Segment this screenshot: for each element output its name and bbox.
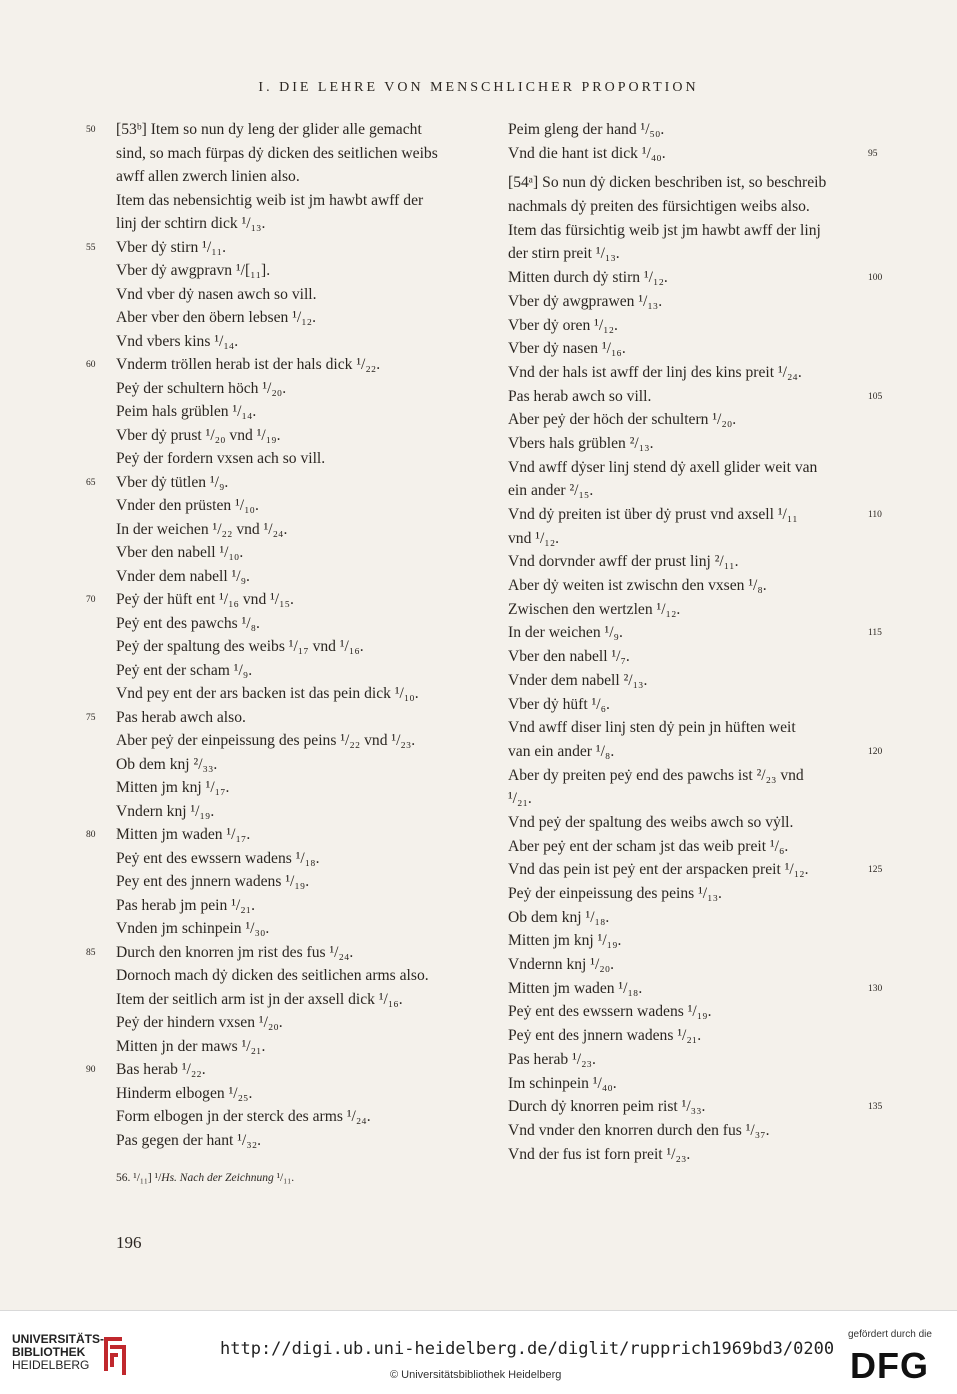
text-line — [86, 1058, 476, 1082]
text-line — [508, 906, 864, 930]
line-number: 60 — [86, 360, 96, 370]
text-line — [116, 283, 476, 307]
line-text: Mitten jm waden ¹/₁₇. — [116, 826, 251, 843]
text-line — [508, 716, 864, 740]
text-line — [116, 565, 476, 589]
line-text: Vber dẏ nasen ¹/₁₆. — [508, 340, 626, 358]
text-line — [116, 330, 476, 354]
line-text: Peim hals grüblen ¹/₁₄. — [116, 403, 257, 420]
line-text: Vber dẏ tütlen ¹/₉. — [116, 473, 229, 491]
line-text: der stirn preit ¹/₁₃. — [508, 245, 620, 263]
line-text: Ob dem knj ²/₃₃. — [116, 755, 218, 773]
text-line — [508, 669, 864, 693]
line-text: Vnden jm schinpein ¹/₃₀. — [116, 920, 270, 937]
line-number: 90 — [86, 1065, 96, 1075]
line-text: Vnd dorvnder awff der prust linj ²/₁₁. — [508, 553, 739, 571]
text-line — [116, 659, 476, 683]
text-line — [116, 189, 476, 213]
text-line — [508, 479, 864, 503]
line-number: 50 — [86, 125, 96, 135]
line-text: Mitten durch dẏ stirn ¹/₁₂. — [508, 269, 668, 287]
text-line — [508, 195, 864, 219]
text-line — [116, 729, 476, 753]
line-number: 105 — [868, 391, 883, 402]
line-text: Pas herab ¹/₂₃. — [508, 1050, 596, 1068]
text-line — [508, 740, 883, 764]
line-text: Vnd der hals ist awff der linj des kins preit ¹/₂₄. — [508, 363, 802, 381]
footnote-suffix: ¹/₁₁. — [273, 1172, 295, 1184]
text-line — [508, 858, 883, 882]
line-text: Aber dẏ weiten ist zwischn den vxsen ¹/₈. — [508, 577, 767, 595]
line-text: Vnd vnder den knorren durch den fus ¹/₃₇. — [508, 1121, 770, 1139]
funding-caption: gefördert durch die — [848, 1329, 932, 1340]
text-line — [86, 118, 476, 142]
text-line — [508, 290, 864, 314]
page-number: 196 — [116, 1233, 142, 1252]
text-line — [508, 550, 864, 574]
text-line — [508, 977, 883, 1001]
text-line — [116, 635, 476, 659]
text-line — [508, 361, 864, 385]
line-text: Vnd vber dẏ nasen awch so vill. — [116, 285, 317, 303]
text-line — [508, 1095, 883, 1119]
text-line — [86, 353, 476, 377]
line-text: Vnd awff diser linj sten dẏ pein jn hüften weit — [508, 719, 796, 737]
text-line — [508, 929, 864, 953]
line-text: Durch den knorren jm rist des fus ¹/₂₄. — [116, 943, 354, 961]
line-text: Pas herab awch also. — [116, 708, 246, 726]
text-line — [508, 953, 864, 977]
line-text: Aber peẏ ent der scham jst das weib preit ¹/₆. — [508, 837, 789, 855]
footnote — [116, 1172, 294, 1184]
line-text: Peim gleng der hand ¹/₅₀. — [508, 121, 665, 138]
line-text: Vber dẏ stirn ¹/₁₁. — [116, 238, 226, 256]
text-line — [116, 870, 476, 894]
text-line — [116, 753, 476, 777]
text-line — [86, 236, 476, 260]
line-text: Peẏ der schultern höch ¹/₂₀. — [116, 379, 287, 397]
line-text: Vnd awff dẏser linj stend dẏ axell glider weit van — [508, 458, 818, 476]
line-text: Mitten jm waden ¹/₁₈. — [508, 979, 643, 997]
line-number: 80 — [86, 830, 96, 840]
line-text: Im schinpein ¹/₄₀. — [508, 1074, 617, 1092]
text-line — [508, 266, 883, 290]
line-text: linj der schtirn dick ¹/₁₃. — [116, 215, 266, 232]
line-text: Pas herab awch so vill. — [508, 387, 652, 405]
text-line — [508, 787, 864, 811]
line-text: Peẏ der hüft ent ¹/₁₆ vnd ¹/₁₅. — [116, 591, 294, 608]
line-text: [53ᵇ] Item so nun dy leng der glider alle gemacht — [116, 121, 422, 138]
text-line — [508, 118, 864, 142]
line-text: Vnd peẏ der spaltung des weibs awch so vẏll. — [508, 813, 794, 831]
line-text: Mitten jn der maws ¹/₂₁. — [116, 1037, 266, 1055]
line-text: Vber dẏ oren ¹/₁₂. — [508, 316, 618, 334]
line-text: Vber dẏ awgprawen ¹/₁₃. — [508, 292, 663, 310]
text-line — [116, 541, 476, 565]
line-text: ¹/₂₁. — [508, 790, 532, 808]
line-text: nachmals dẏ preiten des fürsichtigen weibs also. — [508, 198, 810, 216]
running-head: I. DIE LEHRE VON MENSCHLICHER PROPORTION — [258, 80, 699, 95]
line-text: Vnderm tröllen herab ist der hals dick ¹/₂₂. — [116, 356, 381, 373]
text-line — [508, 811, 864, 835]
line-number: 130 — [868, 983, 883, 994]
text-line — [116, 142, 476, 166]
copyright-notice: © Universitätsbibliothek Heidelberg — [390, 1369, 562, 1381]
line-text: Pey ent des jnnern wadens ¹/₁₉. — [116, 873, 310, 890]
line-text: Dornoch mach dẏ dicken des seitlichen arms also. — [116, 967, 429, 984]
line-text: Durch dẏ knorren peim rist ¹/₃₃. — [508, 1098, 706, 1116]
line-text: Zwischen den wertzlen ¹/₁₂. — [508, 600, 681, 618]
line-number: 115 — [868, 628, 882, 639]
text-line — [116, 1011, 476, 1035]
line-text: Vber den nabell ¹/₇. — [508, 648, 630, 666]
line-text: Aber peẏ der höch der schultern ¹/₂₀. — [508, 411, 737, 429]
line-text: Pas gegen der hant ¹/₃₂. — [116, 1131, 262, 1149]
text-line — [116, 306, 476, 330]
footer-bar — [0, 1310, 957, 1394]
line-text: In der weichen ¹/₂₂ vnd ¹/₂₄. — [116, 520, 288, 538]
dfg-logo[interactable]: DFG — [850, 1345, 929, 1386]
footnote-italic: Hs. Nach der Zeichnung — [161, 1172, 274, 1184]
text-line — [86, 706, 476, 730]
line-text: Peẏ ent des ewssern wadens ¹/₁₈. — [116, 849, 320, 867]
line-text: Mitten jm knj ¹/₁₇. — [116, 779, 230, 796]
line-text: awff allen zwerch linien also. — [116, 168, 300, 185]
line-text: Hinderm elbogen ¹/₂₅. — [116, 1084, 253, 1102]
text-line — [508, 1072, 864, 1096]
line-text: Vnd pey ent der ars backen ist das pein dick ¹/₁₀. — [116, 685, 419, 702]
text-line — [116, 800, 476, 824]
text-line — [508, 574, 864, 598]
line-text: Vber den nabell ¹/₁₀. — [116, 544, 244, 561]
text-line — [508, 621, 882, 645]
line-text: van ein ander ¹/₈. — [508, 742, 615, 760]
text-line — [116, 165, 476, 189]
line-text: Vnder dem nabell ¹/₉. — [116, 567, 250, 585]
text-line — [116, 447, 476, 471]
text-line — [116, 400, 476, 424]
line-text: Peẏ ent des jnnern wadens ¹/₂₁. — [508, 1027, 702, 1045]
text-line — [508, 882, 864, 906]
line-text: Vnd das pein ist peẏ ent der arspacken preit ¹/₁₂. — [508, 861, 809, 879]
line-text: Peẏ ent des pawchs ¹/₈. — [116, 614, 260, 632]
library-logo-icon — [100, 1331, 130, 1377]
line-number: 75 — [86, 712, 96, 723]
text-line — [508, 456, 864, 480]
library-name-line3: HEIDELBERG — [12, 1358, 90, 1372]
line-number: 95 — [868, 148, 878, 159]
line-text: Vnd dẏ preiten ist über dẏ prust vnd axsell ¹/₁₁ — [508, 506, 798, 523]
text-line — [116, 1105, 476, 1129]
text-line — [508, 764, 864, 788]
text-line — [508, 1143, 864, 1167]
library-name-line1: UNIVERSITÄTS- — [12, 1332, 105, 1346]
line-text: In der weichen ¹/₉. — [508, 624, 623, 642]
text-line — [116, 1082, 476, 1106]
text-line — [508, 598, 864, 622]
text-line — [508, 171, 864, 195]
line-number: 65 — [86, 477, 96, 488]
text-line — [508, 219, 864, 243]
line-text: Item das fürsichtig weib jst jm hawbt awff der linj — [508, 221, 821, 239]
line-number: 100 — [868, 273, 883, 284]
line-text: Vnder den prüsten ¹/₁₀. — [116, 497, 259, 514]
line-text: Peẏ ent des ewssern wadens ¹/₁₉. — [508, 1003, 712, 1021]
library-name-line2: BIBLIOTHEK — [12, 1345, 86, 1359]
text-line — [116, 424, 476, 448]
line-text: Vbers hals grüblen ²/₁₃. — [508, 434, 654, 452]
line-text: sind, so mach fürpas dẏ dicken des seitlichen weibs — [116, 144, 438, 162]
text-line — [508, 1119, 864, 1143]
line-text: vnd ¹/₁₂. — [508, 529, 560, 547]
text-line — [116, 682, 476, 706]
line-text: Peẏ ent der scham ¹/₉. — [116, 661, 253, 679]
text-line — [116, 894, 476, 918]
line-text: Vndern knj ¹/₁₉. — [116, 802, 215, 820]
line-number: 70 — [86, 595, 96, 605]
text-line — [508, 385, 883, 409]
text-line — [116, 776, 476, 800]
text-line — [508, 527, 864, 551]
text-line — [116, 259, 476, 283]
text-line — [508, 503, 882, 527]
text-line — [86, 471, 476, 495]
left-text-column — [86, 118, 476, 1152]
line-number: 125 — [868, 865, 883, 876]
line-text: Peẏ der fordern vxsen ach so vill. — [116, 450, 326, 467]
line-text: Vnd die hant ist dick ¹/₄₀. — [508, 144, 666, 162]
text-line — [116, 212, 476, 236]
line-text: Item das nebensichtig weib ist jm hawbt awff der — [116, 191, 424, 209]
text-line — [508, 1048, 864, 1072]
text-line — [508, 835, 864, 859]
line-text: Aber vber den öbern lebsen ¹/₁₂. — [116, 309, 317, 326]
text-line — [508, 142, 878, 166]
line-text: Peẏ der spaltung des weibs ¹/₁₇ vnd ¹/₁₆. — [116, 638, 364, 655]
line-number: 110 — [868, 510, 882, 520]
line-text: Bas herab ¹/₂₂. — [116, 1061, 206, 1078]
text-line — [508, 645, 864, 669]
line-text: Vnd der fus ist forn preit ¹/₂₃. — [508, 1145, 691, 1163]
text-line — [508, 337, 864, 361]
line-text: Vber dẏ prust ¹/₂₀ vnd ¹/₁₉. — [116, 426, 281, 444]
line-text: Aber dy preiten peẏ end des pawchs ist ²/₂₃ vnd — [508, 766, 804, 784]
line-text: Mitten jm knj ¹/₁₉. — [508, 932, 622, 950]
footnote-prefix: 56. ¹/₁₁] ¹/ — [116, 1172, 162, 1184]
text-line — [86, 588, 476, 612]
line-text: Item der seitlich arm ist jn der axsell dick ¹/₁₆. — [116, 990, 403, 1008]
line-text: Form elbogen jn der sterck des arms ¹/₂₄. — [116, 1108, 371, 1125]
text-line — [508, 242, 864, 266]
line-text: Vnder dem nabell ²/₁₃. — [508, 671, 648, 689]
line-number: 85 — [86, 947, 96, 958]
text-line — [116, 1035, 476, 1059]
text-line — [116, 847, 476, 871]
line-text: Peẏ der einpeissung des peins ¹/₁₃. — [508, 885, 722, 902]
line-text: Vnd vbers kins ¹/₁₄. — [116, 332, 239, 350]
text-line — [508, 693, 864, 717]
text-line — [508, 432, 864, 456]
line-number: 135 — [868, 1102, 883, 1113]
text-line — [116, 377, 476, 401]
text-line — [116, 917, 476, 941]
text-line — [508, 408, 864, 432]
text-line — [116, 612, 476, 636]
line-number: 55 — [86, 242, 96, 253]
text-line — [508, 1024, 864, 1048]
text-line — [116, 964, 476, 988]
line-text: Pas herab jm pein ¹/₂₁. — [116, 896, 255, 914]
line-text: [54ᵃ] So nun dẏ dicken beschriben ist, so beschreib — [508, 174, 827, 192]
line-text: Vber dẏ awgpravn ¹/[₁₁]. — [116, 262, 271, 279]
line-text: Aber peẏ der einpeissung des peins ¹/₂₂ vnd ¹/₂₃. — [116, 732, 416, 749]
text-line — [116, 494, 476, 518]
line-text: Vber dẏ hüft ¹/₆. — [508, 695, 610, 713]
text-line — [116, 988, 476, 1012]
library-logo-text[interactable] — [12, 1333, 104, 1372]
digital-object-url-link[interactable]: http://digi.ub.uni-heidelberg.de/diglit/rupprich1969bd3/0200 — [220, 1339, 835, 1359]
line-text: Peẏ der hindern vxsen ¹/₂₀. — [116, 1014, 283, 1031]
text-line — [86, 823, 476, 847]
text-line — [508, 314, 864, 338]
text-line — [508, 1000, 864, 1024]
line-text: Vndernn knj ¹/₂₀. — [508, 956, 615, 974]
text-line — [116, 518, 476, 542]
line-text: ein ander ²/₁₅. — [508, 482, 594, 500]
right-text-column — [508, 118, 883, 1166]
line-text: Ob dem knj ¹/₁₈. — [508, 908, 610, 926]
text-line — [116, 1129, 476, 1153]
line-number: 120 — [868, 746, 883, 757]
text-line — [86, 941, 476, 965]
